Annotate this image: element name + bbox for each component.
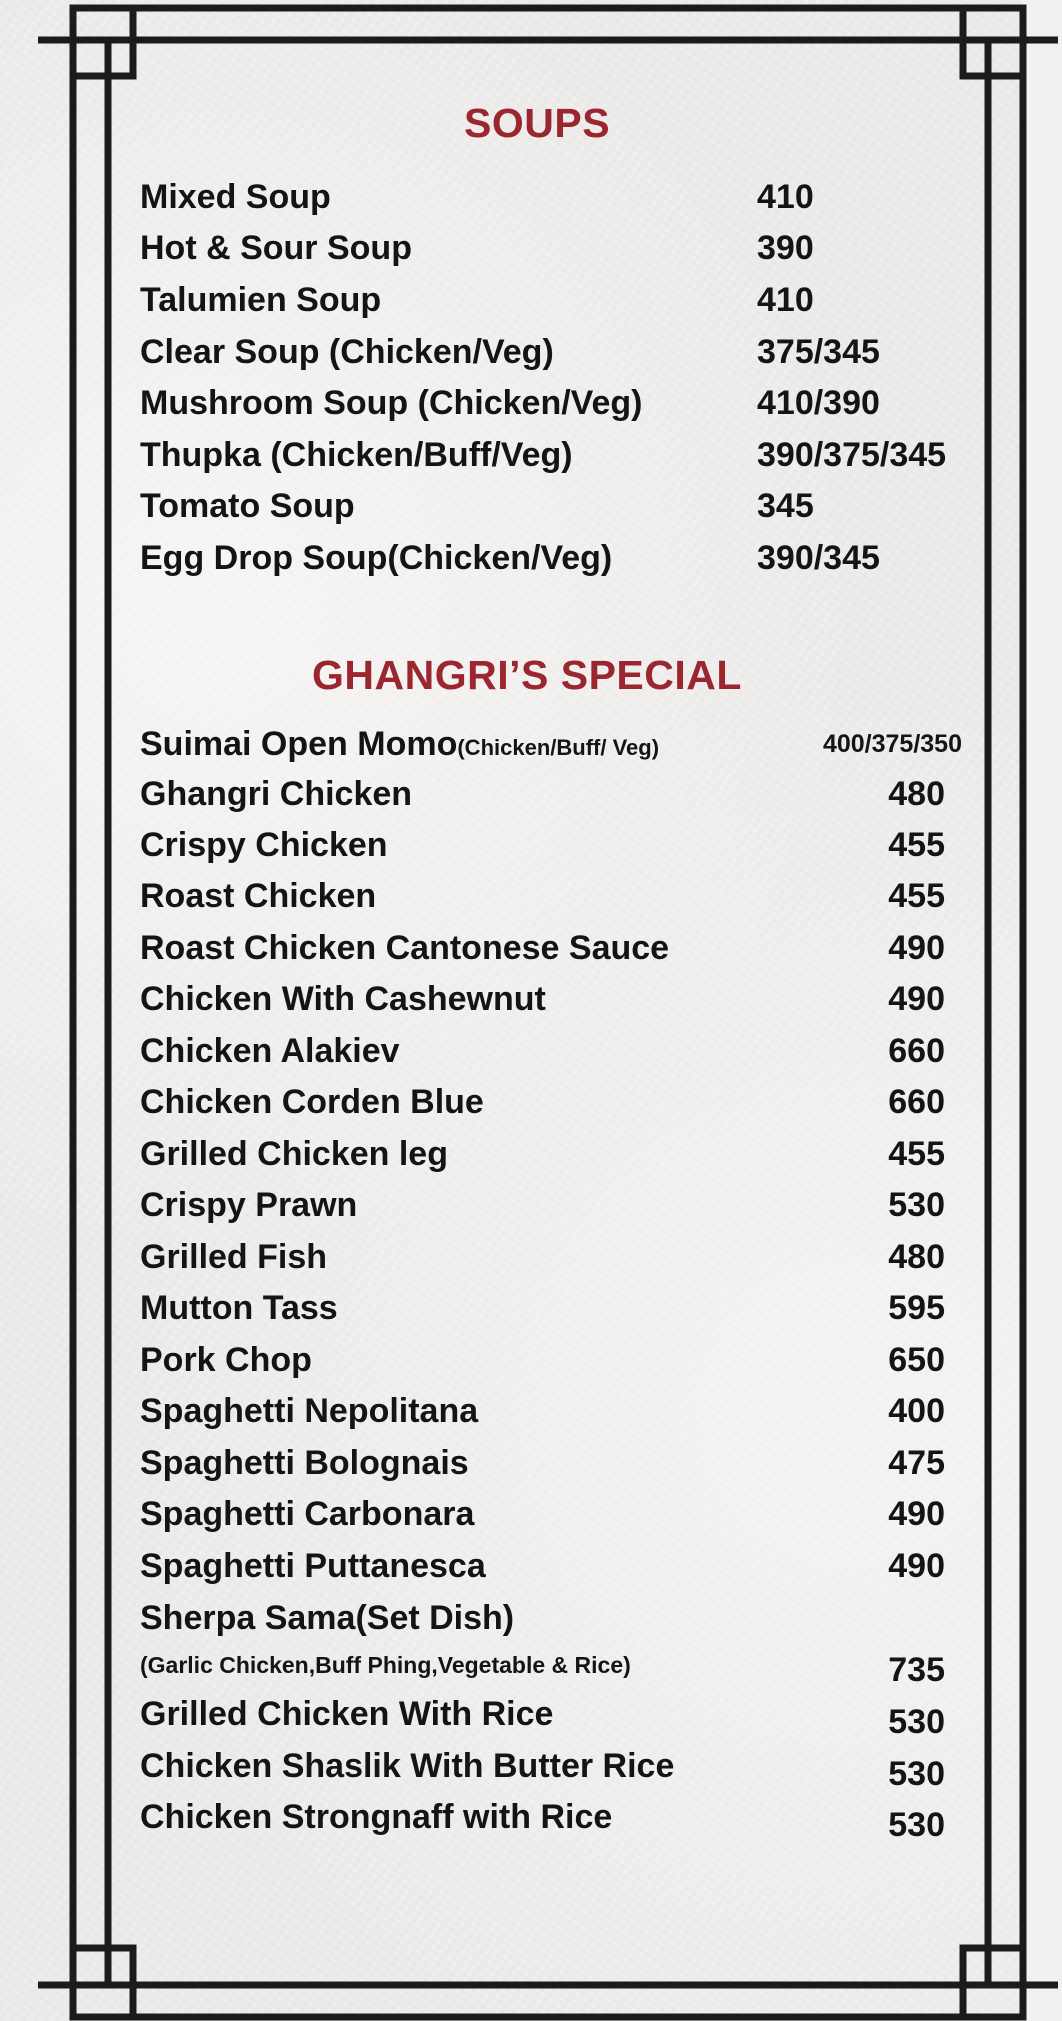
item-name: Pork Chop bbox=[140, 1341, 312, 1379]
item-name: Spaghetti Puttanesca bbox=[140, 1547, 486, 1585]
menu-item bbox=[140, 1233, 966, 1281]
item-name: Clear Soup (Chicken/Veg) bbox=[140, 333, 554, 371]
menu-item bbox=[140, 1336, 966, 1384]
item-price: 455 bbox=[888, 1135, 945, 1173]
item-name: Crispy Chicken bbox=[140, 826, 388, 864]
menu-item bbox=[140, 821, 966, 869]
item-name: Talumien Soup bbox=[140, 281, 382, 319]
item-price: 455 bbox=[888, 826, 945, 864]
item-name: Chicken With Cashewnut bbox=[140, 980, 546, 1018]
menu-item bbox=[140, 534, 966, 582]
item-price: 455 bbox=[888, 877, 945, 915]
menu-item bbox=[140, 1793, 966, 1844]
item-price: 660 bbox=[888, 1083, 945, 1121]
menu-item bbox=[140, 1490, 966, 1538]
item-price: 530 bbox=[888, 1806, 945, 1844]
menu-item bbox=[140, 224, 966, 272]
item-price: 530 bbox=[888, 1703, 945, 1741]
menu-item bbox=[140, 276, 966, 324]
item-price: 400 bbox=[888, 1392, 945, 1430]
menu-item bbox=[140, 173, 966, 221]
item-price: 490 bbox=[888, 980, 945, 1018]
item-price: 660 bbox=[888, 1032, 945, 1070]
item-price: 390 bbox=[757, 229, 814, 267]
menu-item bbox=[140, 1742, 966, 1793]
menu-item bbox=[140, 1542, 966, 1590]
item-price: 490 bbox=[888, 1547, 945, 1585]
item-price: 410/390 bbox=[757, 384, 880, 422]
item-name: Spaghetti Carbonara bbox=[140, 1495, 475, 1533]
menu-item bbox=[140, 431, 966, 479]
item-price: 390/345 bbox=[757, 539, 880, 577]
item-name: Tomato Soup bbox=[140, 487, 355, 525]
set-dish-price-row bbox=[140, 1646, 966, 1694]
item-name-main: Suimai Open Momo bbox=[140, 725, 458, 763]
item-price: 375/345 bbox=[757, 333, 880, 371]
menu-item-set-dish bbox=[140, 1594, 966, 1642]
item-name bbox=[140, 720, 659, 772]
menu-item bbox=[140, 1027, 966, 1075]
item-name: Sherpa Sama(Set Dish) bbox=[140, 1599, 515, 1637]
item-name: Roast Chicken bbox=[140, 877, 377, 915]
item-name: Mixed Soup bbox=[140, 178, 331, 216]
item-name: Thupka (Chicken/Buff/Veg) bbox=[140, 436, 573, 474]
menu-item bbox=[140, 1130, 966, 1178]
menu-item bbox=[140, 482, 966, 530]
item-price: 410 bbox=[757, 281, 814, 319]
menu-item bbox=[140, 1078, 966, 1126]
item-price: 530 bbox=[888, 1186, 945, 1224]
section-title-soups: SOUPS bbox=[464, 100, 611, 146]
menu-item bbox=[140, 1439, 966, 1487]
item-name: Chicken Strongnaff with Rice bbox=[140, 1798, 613, 1836]
item-price: 480 bbox=[888, 775, 945, 813]
item-name: Spaghetti Bolognais bbox=[140, 1444, 469, 1482]
section-title-special: GHANGRI’S SPECIAL bbox=[312, 652, 742, 698]
menu-item bbox=[140, 1284, 966, 1332]
menu-item-momo bbox=[140, 720, 966, 768]
item-price: 345 bbox=[757, 487, 814, 525]
item-price: 410 bbox=[757, 178, 814, 216]
item-price: 650 bbox=[888, 1341, 945, 1379]
item-name: Chicken Corden Blue bbox=[140, 1083, 484, 1121]
menu-item bbox=[140, 924, 966, 972]
item-name: Crispy Prawn bbox=[140, 1186, 358, 1224]
item-name: Chicken Shaslik With Butter Rice bbox=[140, 1747, 675, 1785]
menu-item bbox=[140, 1387, 966, 1435]
item-name: Hot & Sour Soup bbox=[140, 229, 412, 267]
item-variants: (Chicken/Buff/ Veg) bbox=[457, 735, 660, 760]
item-price: 530 bbox=[888, 1755, 945, 1793]
item-price: 735 bbox=[888, 1651, 945, 1689]
item-name: Roast Chicken Cantonese Sauce bbox=[140, 929, 670, 967]
item-name: Mushroom Soup (Chicken/Veg) bbox=[140, 384, 643, 422]
menu-item bbox=[140, 1181, 966, 1229]
item-price: 475 bbox=[888, 1444, 945, 1482]
set-dish-detail: (Garlic Chicken,Buff Phing,Vegetable & Rice) bbox=[140, 1652, 631, 1678]
item-name: Mutton Tass bbox=[140, 1289, 338, 1327]
item-name: Grilled Fish bbox=[140, 1238, 328, 1276]
item-price: 595 bbox=[888, 1289, 945, 1327]
menu-item bbox=[140, 1690, 966, 1741]
menu-item bbox=[140, 975, 966, 1023]
item-name: Ghangri Chicken bbox=[140, 775, 413, 813]
menu-item bbox=[140, 770, 966, 818]
item-price: 400/375/350 bbox=[822, 730, 962, 758]
item-price: 490 bbox=[888, 1495, 945, 1533]
menu-item bbox=[140, 872, 966, 920]
item-price: 480 bbox=[888, 1238, 945, 1276]
item-name: Grilled Chicken With Rice bbox=[140, 1695, 554, 1733]
item-name: Egg Drop Soup(Chicken/Veg) bbox=[140, 539, 613, 577]
item-name: Chicken Alakiev bbox=[140, 1032, 400, 1070]
item-name: Spaghetti Nepolitana bbox=[140, 1392, 479, 1430]
item-price: 490 bbox=[888, 929, 945, 967]
item-price: 390/375/345 bbox=[757, 436, 947, 474]
menu-item bbox=[140, 328, 966, 376]
item-name: Grilled Chicken leg bbox=[140, 1135, 448, 1173]
menu-item bbox=[140, 379, 966, 427]
